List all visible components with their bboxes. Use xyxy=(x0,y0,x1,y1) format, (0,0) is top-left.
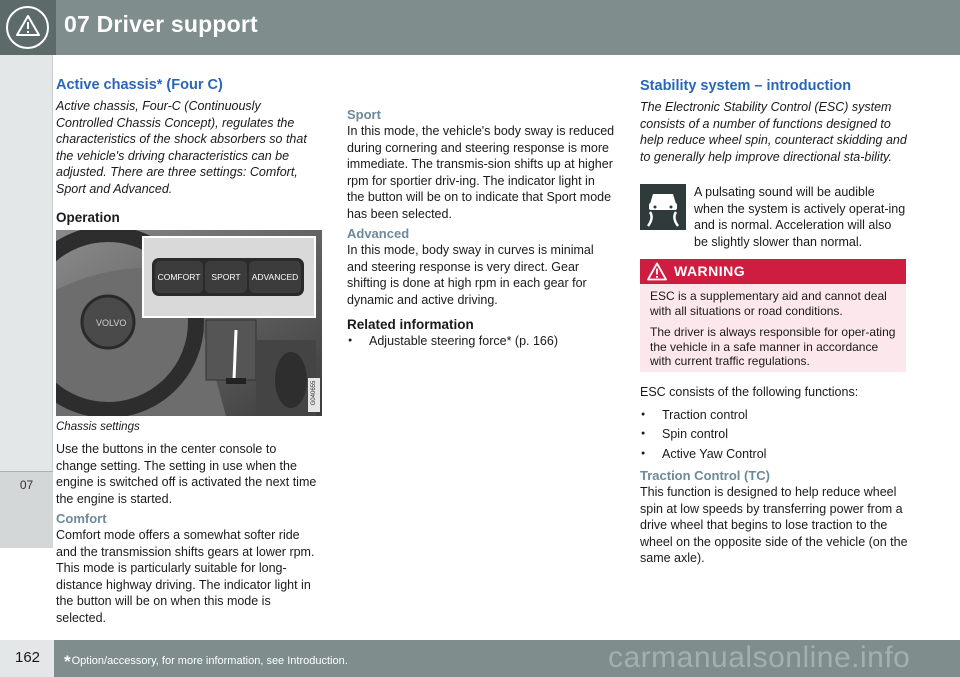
button-closeup-inset xyxy=(142,236,316,318)
image-code-box xyxy=(308,378,320,412)
comfort-button[interactable]: COMFORT xyxy=(155,261,203,293)
esc-functions-section xyxy=(640,384,908,567)
page-header xyxy=(0,0,960,55)
traction-control-body: This function is designed to help reduce wheel spin at low speeds by transferring power from a drive wheel that begins to lose traction to the wheel on the opposite side of the vehicle (on the same axle). xyxy=(640,485,908,565)
comfort-heading: Comfort xyxy=(56,511,107,526)
chassis-button-panel xyxy=(152,258,304,296)
chapter-tab-label: 07 xyxy=(19,478,34,492)
column-1 xyxy=(56,76,318,626)
related-info-list xyxy=(347,333,615,350)
esc-functions-list xyxy=(640,407,908,463)
comfort-body: Comfort mode offers a somewhat softer ride and the transmission shifts gears at lower rpm. This mode is particularly suitable for long-distance highway driving. The indicator light in the button will be on when this mode is selected. xyxy=(56,528,315,625)
page-number: 162 xyxy=(15,649,41,666)
active-chassis-heading: Active chassis* (Four C) xyxy=(56,77,223,93)
warning-text-2: The driver is always responsible for oper-ating the vehicle in a safe manner in accordance with current traffic regulations. xyxy=(650,325,896,368)
sport-heading: Sport xyxy=(347,107,381,122)
advanced-heading: Advanced xyxy=(347,226,410,241)
esc-function-item: ● Active Yaw Control xyxy=(640,446,908,463)
footer-note-text: Option/accessory, for more information, see Introduction. xyxy=(71,655,348,667)
column-3 xyxy=(640,77,908,165)
column-2 xyxy=(347,107,615,350)
esc-function-item: ● Traction control xyxy=(640,407,908,424)
warning-body xyxy=(650,289,898,376)
esc-functions-intro: ESC consists of the following functions: xyxy=(640,385,859,399)
photo-caption: Chassis settings xyxy=(56,421,140,433)
skidding-car-icon xyxy=(640,184,686,230)
esc-function-item: ● Spin control xyxy=(640,426,908,443)
operation-body: Use the buttons in the center console to change setting. The setting in use when the engine is switched off is activated the next time the engine is started. xyxy=(56,442,317,506)
header-badge xyxy=(0,0,56,55)
sport-body: In this mode, the vehicle's body sway is reduced during cornering and steering response is more immediate. The transmis-sion shifts up at higher rpm for sportier driv-ing. The indicator light in the button will be on to indicate that Sport mode has been selected. xyxy=(347,124,615,221)
traction-control-heading: Traction Control (TC) xyxy=(640,468,770,483)
chapter-tab-current[interactable] xyxy=(0,471,53,548)
site-watermark: carmanualsonline.info xyxy=(608,641,911,674)
related-info-link[interactable]: ● Adjustable steering force* (p. 166) xyxy=(347,333,615,350)
sport-button[interactable]: SPORT xyxy=(205,261,247,293)
page-number-box xyxy=(0,640,54,677)
chassis-settings-photo xyxy=(56,230,322,416)
operation-heading: Operation xyxy=(56,210,120,225)
page-title: 07 Driver support xyxy=(64,11,258,37)
active-chassis-intro: Active chassis, Four-C (Continuously Controlled Chassis Concept), regulates the characteristics of the shock absorbers so that the vehicle's driving characteristics can be adjusted. There are three settings: Comfort, Sport and Advanced. xyxy=(56,99,307,196)
esc-sound-text: A pulsating sound will be audible when the system is actively operat-ing and is normal. Acceleration will also be slightly slower than normal. xyxy=(694,185,906,249)
warning-label: WARNING xyxy=(674,263,746,279)
stability-intro: The Electronic Stability Control (ESC) system consists of a number of functions designed to help reduce wheel spin, counteract skidding and to generally help improve directional sta-bility. xyxy=(640,100,907,164)
page-footer xyxy=(0,640,960,677)
footer-star: * xyxy=(64,652,71,671)
svg-text:VOLVO: VOLVO xyxy=(96,318,127,328)
footer-note xyxy=(64,652,348,672)
advanced-body: In this mode, body sway in curves is minimal and steering response is very direct. Gear shifting is done at high rpm in each gear for dynamic and active driving. xyxy=(347,243,594,307)
chapter-side-tab xyxy=(0,55,53,548)
advanced-button[interactable]: ADVANCED xyxy=(249,261,301,293)
warning-header xyxy=(640,259,906,284)
warning-text-1: ESC is a supplementary aid and cannot deal with all situations or road conditions. xyxy=(650,289,887,318)
image-code: G040655 xyxy=(311,380,317,406)
warning-box xyxy=(640,259,906,372)
warning-triangle-icon xyxy=(15,13,41,39)
warning-icon xyxy=(647,262,667,281)
related-info-heading: Related information xyxy=(347,317,474,332)
stability-heading: Stability system – introduction xyxy=(640,78,852,94)
